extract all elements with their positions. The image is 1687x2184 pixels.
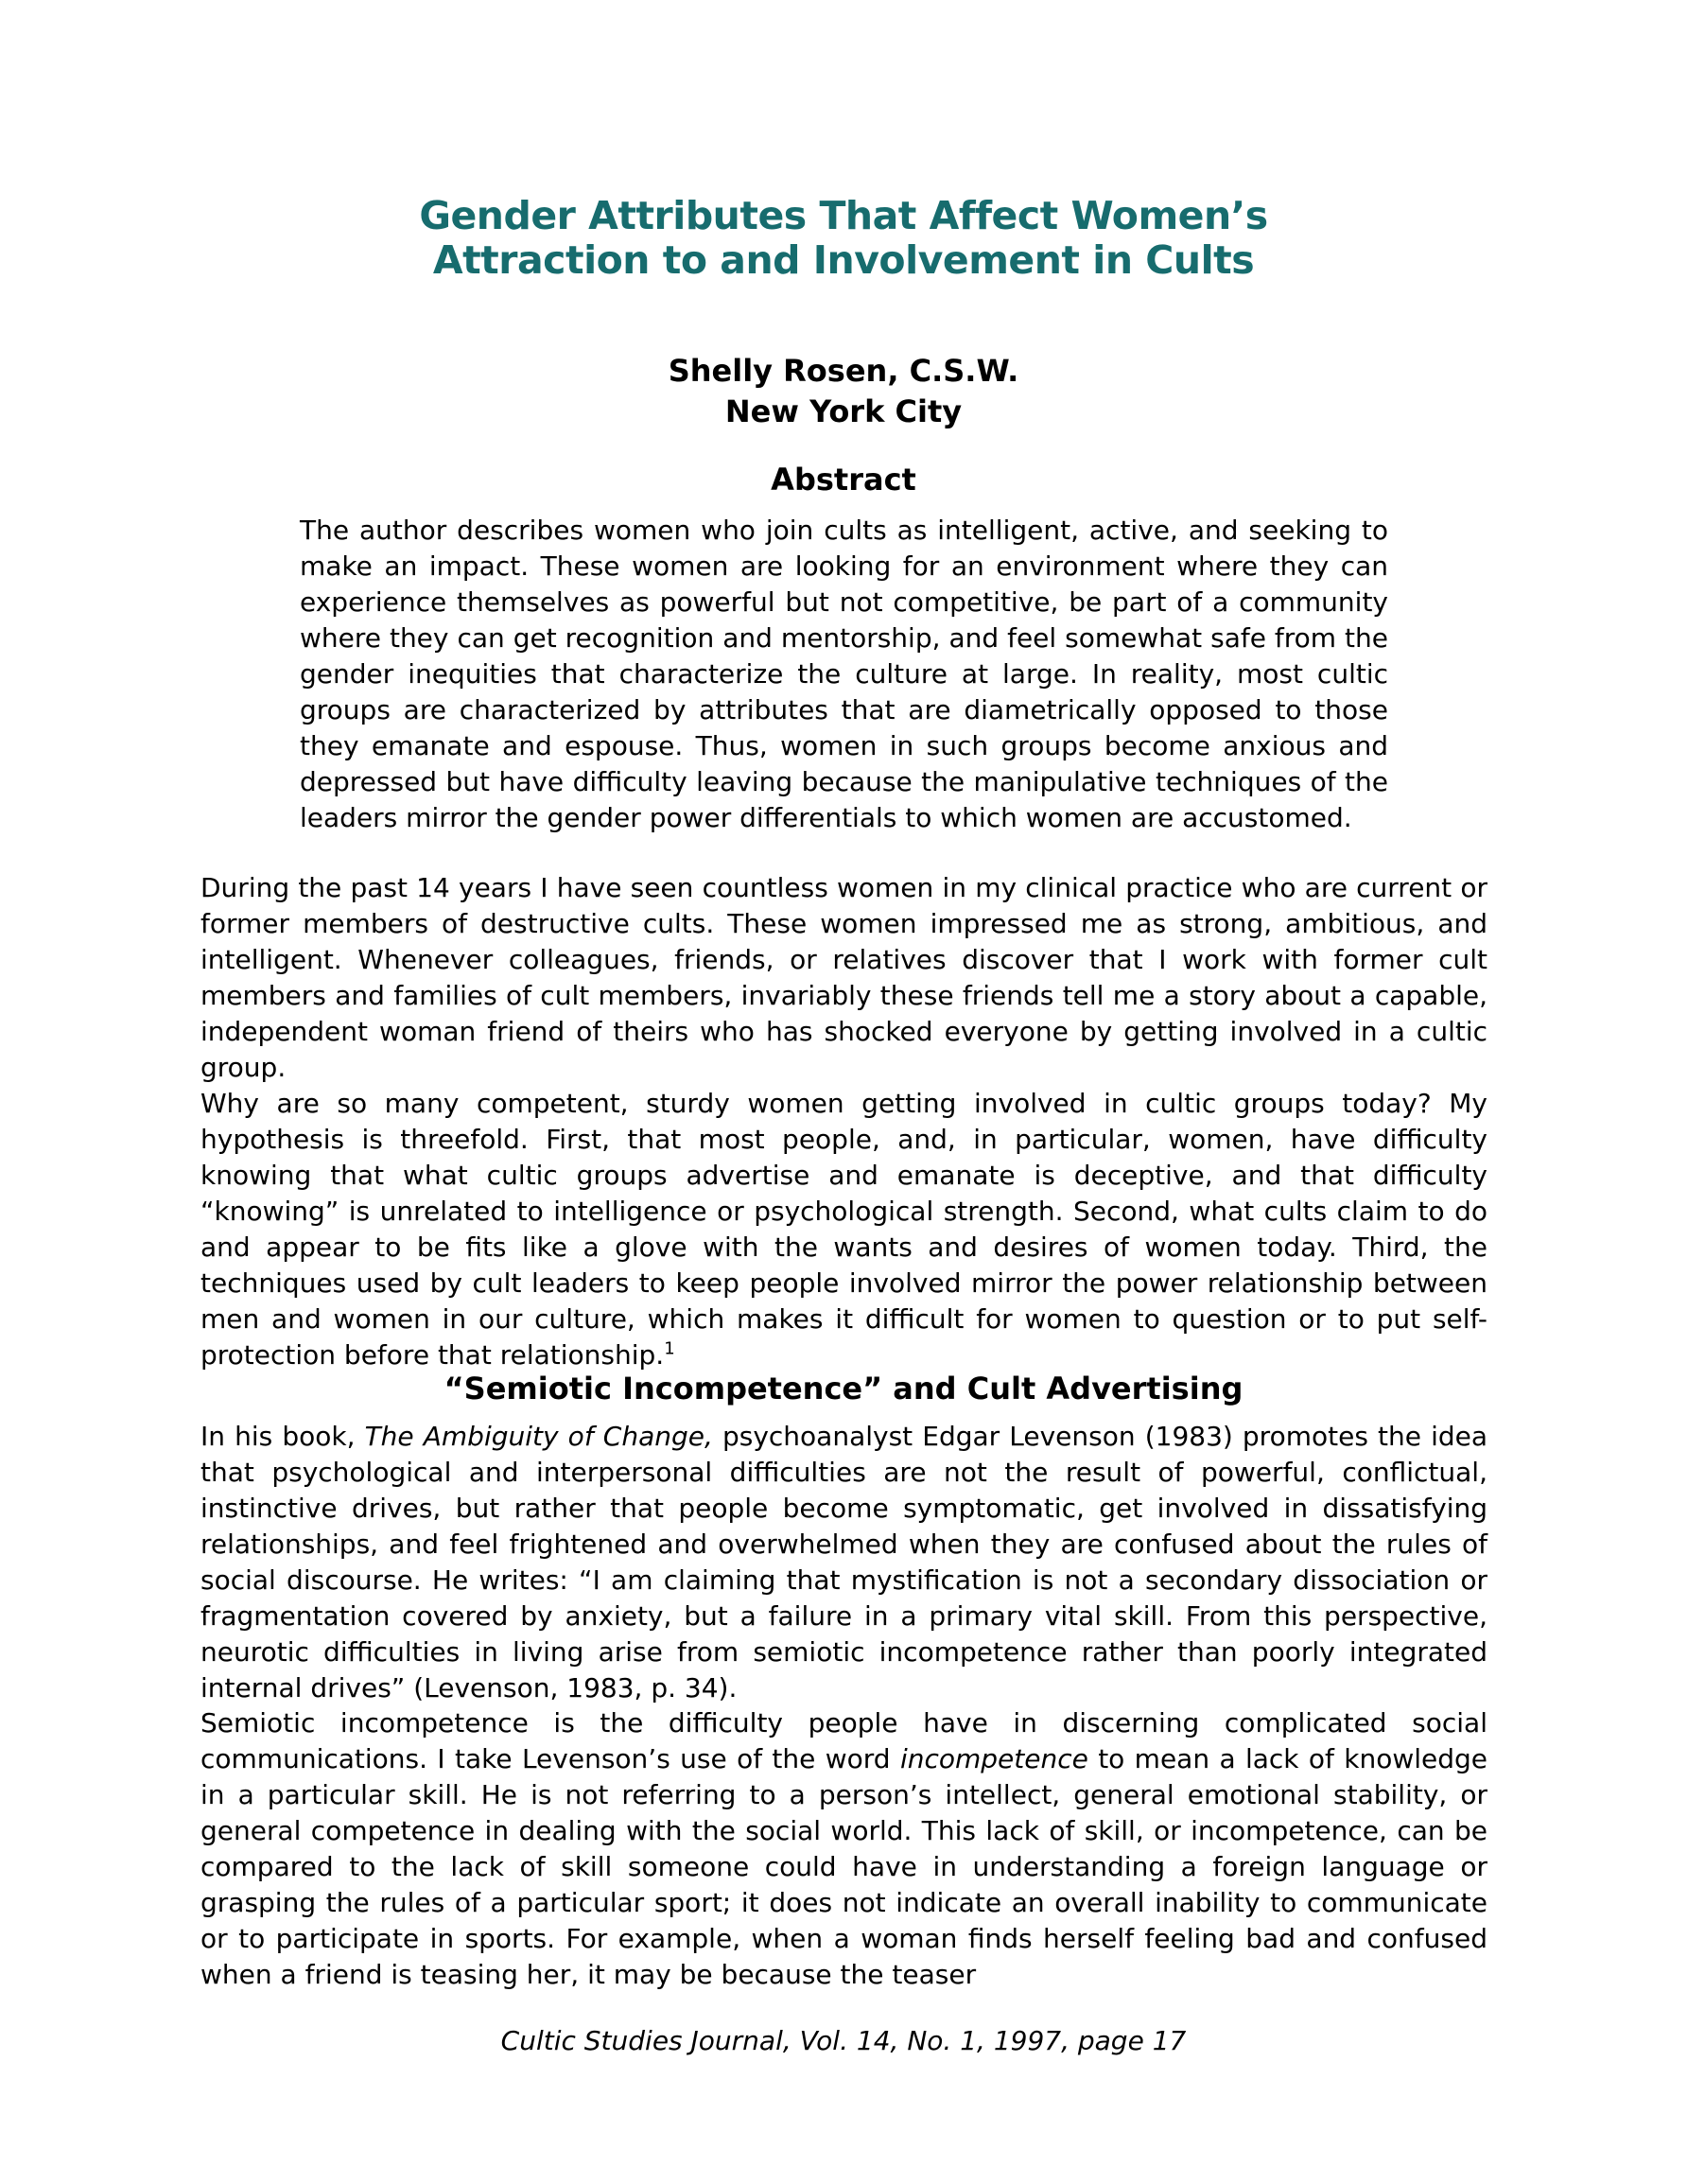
footnote-reference: 1: [664, 1338, 675, 1359]
text-segment: In his book,: [200, 1421, 365, 1452]
abstract-heading: Abstract: [771, 462, 916, 498]
article-title-line-1: Gender Attributes That Affect Women’s: [419, 193, 1268, 238]
italic-text-segment: incompetence: [899, 1743, 1088, 1774]
paragraph-2: [200, 1086, 1487, 1373]
article-title: [0, 194, 1687, 283]
text-segment: During the past 14 years I have seen countless women in my clinical practice who are current or former members of destructive cults. These women impressed me as strong, ambitious, and intelligent. Whenever colleagues, friends, or relatives discover that I work with former cult members and families of cult members, invariably these friends tell me a story about a capable, independent woman friend of theirs who has shocked everyone by getting involved in a cultic group.: [200, 872, 1487, 1083]
italic-text-segment: The Ambiguity of Change,: [364, 1421, 713, 1452]
paragraph-3: [200, 1419, 1487, 1706]
author-location: New York City: [724, 393, 963, 429]
abstract-text: The author describes women who join cults as intelligent, active, and seeking to make an impact. These women are looking for an environment where they can experience themselves as powerful but not competitive, be part of a community where they can get recognition and mentorship, and feel somewhat safe from the gender inequities that characterize the culture at large. In reality, most cultic groups are characterized by attributes that are diametrically opposed to those they emanate and espouse. Thus, women in such groups become anxious and depressed but have difficulty leaving because the manipulative techniques of the leaders mirror the gender power differentials to which women are accustomed.: [300, 515, 1388, 833]
byline: [0, 351, 1687, 432]
section-heading: “Semiotic Incompetence” and Cult Advertising: [443, 1371, 1244, 1406]
text-segment: Semiotic incompetence is the difficulty people have in discerning complicated social communications. I take Levenson’s use of the word: [200, 1707, 1487, 1774]
text-segment: to mean a lack of knowledge in a particular skill. He is not referring to a person’s intellect, general emotional stability, or general competence in dealing with the social world. This lack of skill, or incompetence, can be compared to the lack of skill someone could have in understanding a foreign language or grasping the rules of a particular sport; it does not indicate an overall inability to communicate or to participate in sports. For example, when a woman finds herself feeling bad and confused when a friend is teasing her, it may be because the teaser: [200, 1743, 1488, 1990]
page-footer: Cultic Studies Journal, Vol. 14, No. 1, 1997, page 17: [500, 2025, 1187, 2056]
text-segment: psychoanalyst Edgar Levenson (1983) promotes the idea that psychological and interpersonal difficulties are not the result of powerful, conflictual, instinctive drives, but rather that people become symptomatic, get involved in dissatisfying relationships, and feel frightened and overwhelmed when they are confused about the rules of social discourse. He writes: “I am claiming that mystification is not a secondary dissociation or fragmentation covered by anxiety, but a failure in a primary vital skill. From this perspective, neurotic difficulties in living arise from semiotic incompetence rather than poorly integrated internal drives” (Levenson, 1983, p. 34).: [200, 1421, 1488, 1704]
text-segment: Why are so many competent, sturdy women getting involved in cultic groups today? My hypothesis is threefold. First, that most people, and, in particular, women, have difficulty knowing that what cultic groups advertise and emanate is deceptive, and that difficulty “knowing” is unrelated to intelligence or psychological strength. Second, what cults claim to do and appear to be fits like a glove with the wants and desires of women today. Third, the techniques used by cult leaders to keep people involved mirror the power relationship between men and women in our culture, which makes it difficult for women to question or to put self-protection before that relationship.: [200, 1088, 1487, 1371]
author-name: Shelly Rosen, C.S.W.: [668, 353, 1019, 389]
paragraph-4: [200, 1705, 1487, 1993]
paragraph-1: [200, 870, 1487, 1086]
article-title-line-2: Attraction to and Involvement in Cults: [432, 237, 1255, 283]
